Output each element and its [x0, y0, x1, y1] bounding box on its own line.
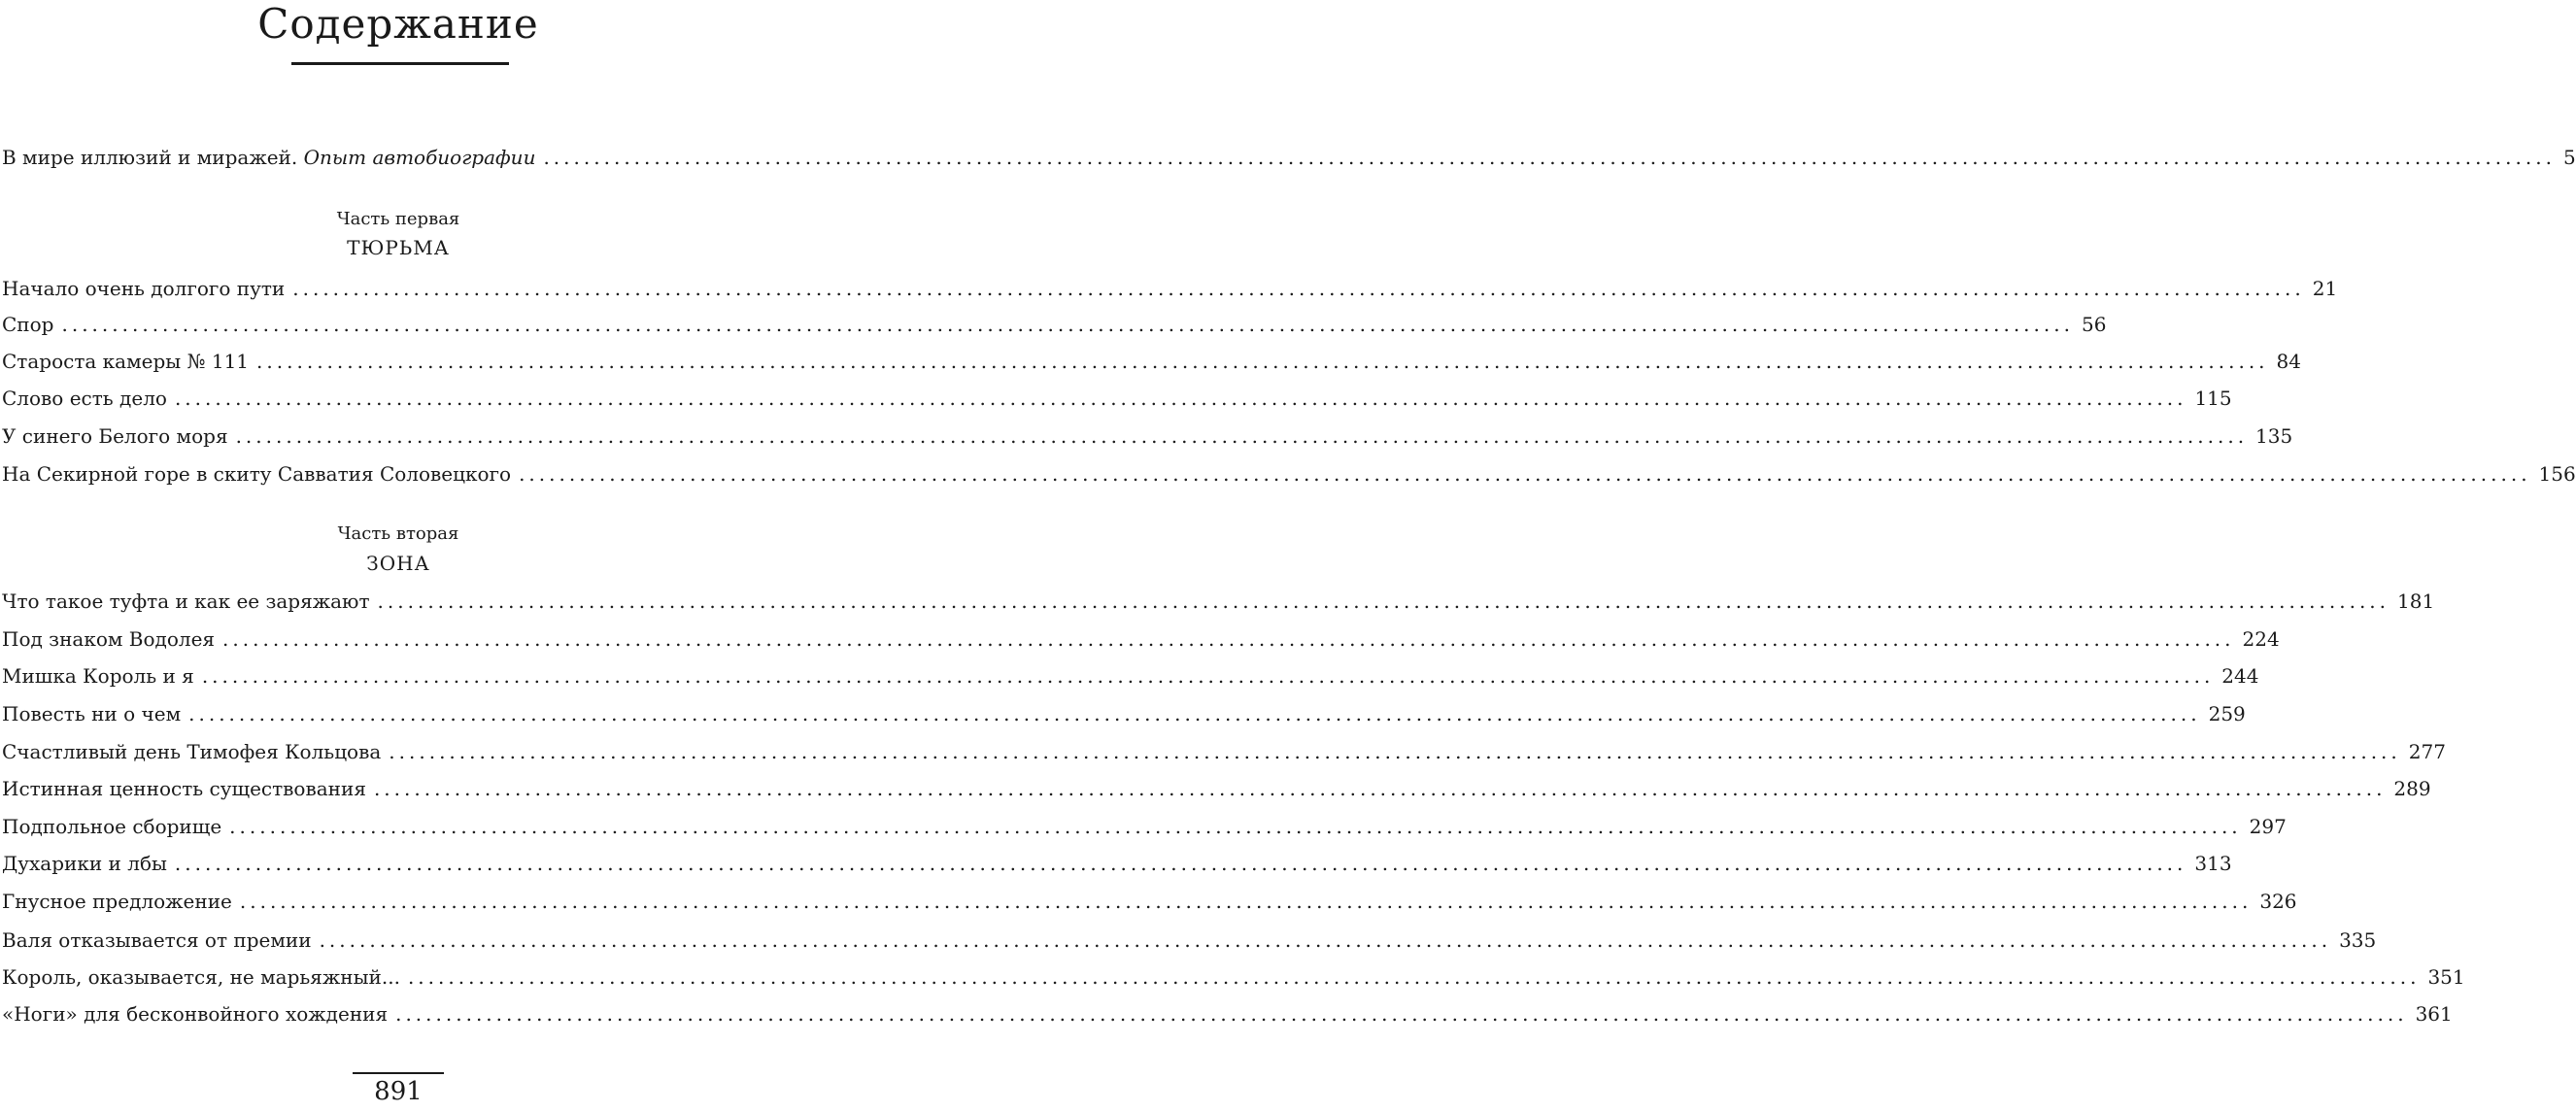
page-number: 891: [374, 1077, 423, 1106]
dot-leader: ........................................................................................................................................................................................................: [389, 740, 2401, 763]
dot-leader: ........................................................................................................................................................................................................: [174, 852, 2187, 875]
title-rule: [291, 62, 509, 65]
toc-entry-title: «Ноги» для бесконвойного хождения: [2, 1002, 389, 1026]
toc-entry[interactable]: [2, 625, 2280, 653]
toc-entry-title: Король, оказывается, не марьяжный...: [2, 965, 400, 989]
toc-entry-title: Духарики и лбы: [2, 852, 167, 875]
part-1-label: Часть первая: [336, 209, 460, 229]
toc-page-number: 361: [2415, 1002, 2453, 1026]
dot-leader: ........................................................................................................................................................................................................: [201, 664, 2215, 688]
dot-leader: ........................................................................................................................................................................................................: [543, 146, 2556, 169]
dot-leader: ........................................................................................................................................................................................................: [377, 590, 2390, 613]
toc-page-number: 84: [2276, 350, 2301, 373]
toc-entry[interactable]: [2, 385, 2232, 412]
toc-entry-title: Что такое туфта и как ее заряжают: [2, 590, 370, 613]
toc-page-number: 5: [2562, 146, 2576, 169]
toc-page-number: 297: [2249, 815, 2287, 838]
folio-rule: [353, 1072, 444, 1074]
part-2-label: Часть вторая: [337, 523, 459, 544]
dot-leader: ........................................................................................................................................................................................................: [407, 965, 2421, 989]
toc-entry-title: Истинная ценность существования: [2, 777, 366, 800]
toc-entry-title: Подпольное сборище: [2, 815, 222, 838]
toc-entry-title: Гнусное предложение: [2, 890, 232, 913]
toc-page-number: 277: [2408, 740, 2446, 763]
toc-entry-title: На Секирной горе в скиту Савватия Соловецкого: [2, 462, 512, 486]
toc-page-number: 335: [2339, 928, 2377, 952]
toc-entry-title: Спор: [2, 313, 54, 336]
dot-leader: ........................................................................................................................................................................................................: [188, 702, 2201, 725]
toc-entry[interactable]: [2, 813, 2287, 840]
toc-entry-title: Слово есть дело: [2, 387, 167, 410]
page-title: Содержание: [257, 0, 539, 48]
toc-entry[interactable]: [2, 963, 2465, 991]
dot-leader: ........................................................................................................................................................................................................: [174, 387, 2187, 410]
toc-entry[interactable]: [2, 1000, 2453, 1028]
dot-leader: ........................................................................................................................................................................................................: [239, 890, 2253, 913]
toc-entry[interactable]: [2, 775, 2431, 802]
dot-leader: ........................................................................................................................................................................................................: [256, 350, 2269, 373]
toc-entry[interactable]: [2, 927, 2377, 954]
toc-page-number: 21: [2312, 277, 2338, 300]
toc-page-number: 135: [2255, 424, 2293, 448]
toc-entry-title: Староста камеры № 111: [2, 350, 250, 373]
dot-leader: ........................................................................................................................................................................................................: [319, 928, 2332, 952]
dot-leader: ........................................................................................................................................................................................................: [229, 815, 2242, 838]
toc-entry-title: [2, 144, 535, 171]
toc-entry[interactable]: [2, 311, 2107, 338]
toc-entry[interactable]: [2, 588, 2435, 615]
toc-entry-title: Под знаком Водолея: [2, 627, 216, 651]
toc-page-number: 259: [2208, 702, 2246, 725]
toc-entry[interactable]: [2, 348, 2301, 375]
dot-leader: ........................................................................................................................................................................................................: [235, 424, 2249, 448]
toc-entry-title: Счастливый день Тимофея Кольцова: [2, 740, 382, 763]
toc-entry-intro[interactable]: [2, 144, 2576, 171]
toc-entry-title: Повесть ни о чем: [2, 702, 182, 725]
intro-title-plain: В мире иллюзий и миражей.: [2, 146, 298, 169]
toc-entry[interactable]: [2, 460, 2576, 488]
toc-page-number: 326: [2259, 890, 2297, 913]
toc-entry-title: Мишка Король и я: [2, 664, 194, 688]
toc-page-number: 115: [2194, 387, 2232, 410]
toc-entry[interactable]: [2, 700, 2246, 727]
toc-entry[interactable]: [2, 662, 2259, 690]
toc-entry[interactable]: [2, 738, 2446, 765]
dot-leader: ........................................................................................................................................................................................................: [373, 777, 2387, 800]
dot-leader: ........................................................................................................................................................................................................: [395, 1002, 2408, 1026]
toc-entry[interactable]: [2, 275, 2338, 302]
toc-entry[interactable]: [2, 888, 2297, 915]
toc-page-number: 244: [2221, 664, 2259, 688]
intro-title-italic: Опыт автобиографии: [303, 146, 536, 169]
dot-leader: ........................................................................................................................................................................................................: [61, 313, 2074, 336]
toc-entry-title: Валя отказывается от премии: [2, 928, 312, 952]
toc-entry-title: У синего Белого моря: [2, 424, 228, 448]
toc-page-number: 56: [2081, 313, 2107, 336]
toc-entry[interactable]: [2, 422, 2293, 450]
dot-leader: ........................................................................................................................................................................................................: [292, 277, 2305, 300]
part-2-name: ЗОНА: [366, 552, 430, 575]
toc-page-number: 156: [2538, 462, 2576, 486]
dot-leader: ........................................................................................................................................................................................................: [222, 627, 2235, 651]
toc-page-number: 224: [2242, 627, 2280, 651]
toc-entry-title: Начало очень долгого пути: [2, 277, 286, 300]
toc-page-number: 289: [2393, 777, 2431, 800]
dot-leader: ........................................................................................................................................................................................................: [519, 462, 2531, 486]
toc-entry[interactable]: [2, 850, 2232, 877]
toc-page-number: 351: [2427, 965, 2465, 989]
toc-page-number: 313: [2194, 852, 2232, 875]
toc-page-number: 181: [2397, 590, 2435, 613]
part-1-name: ТЮРЬМА: [347, 236, 450, 259]
